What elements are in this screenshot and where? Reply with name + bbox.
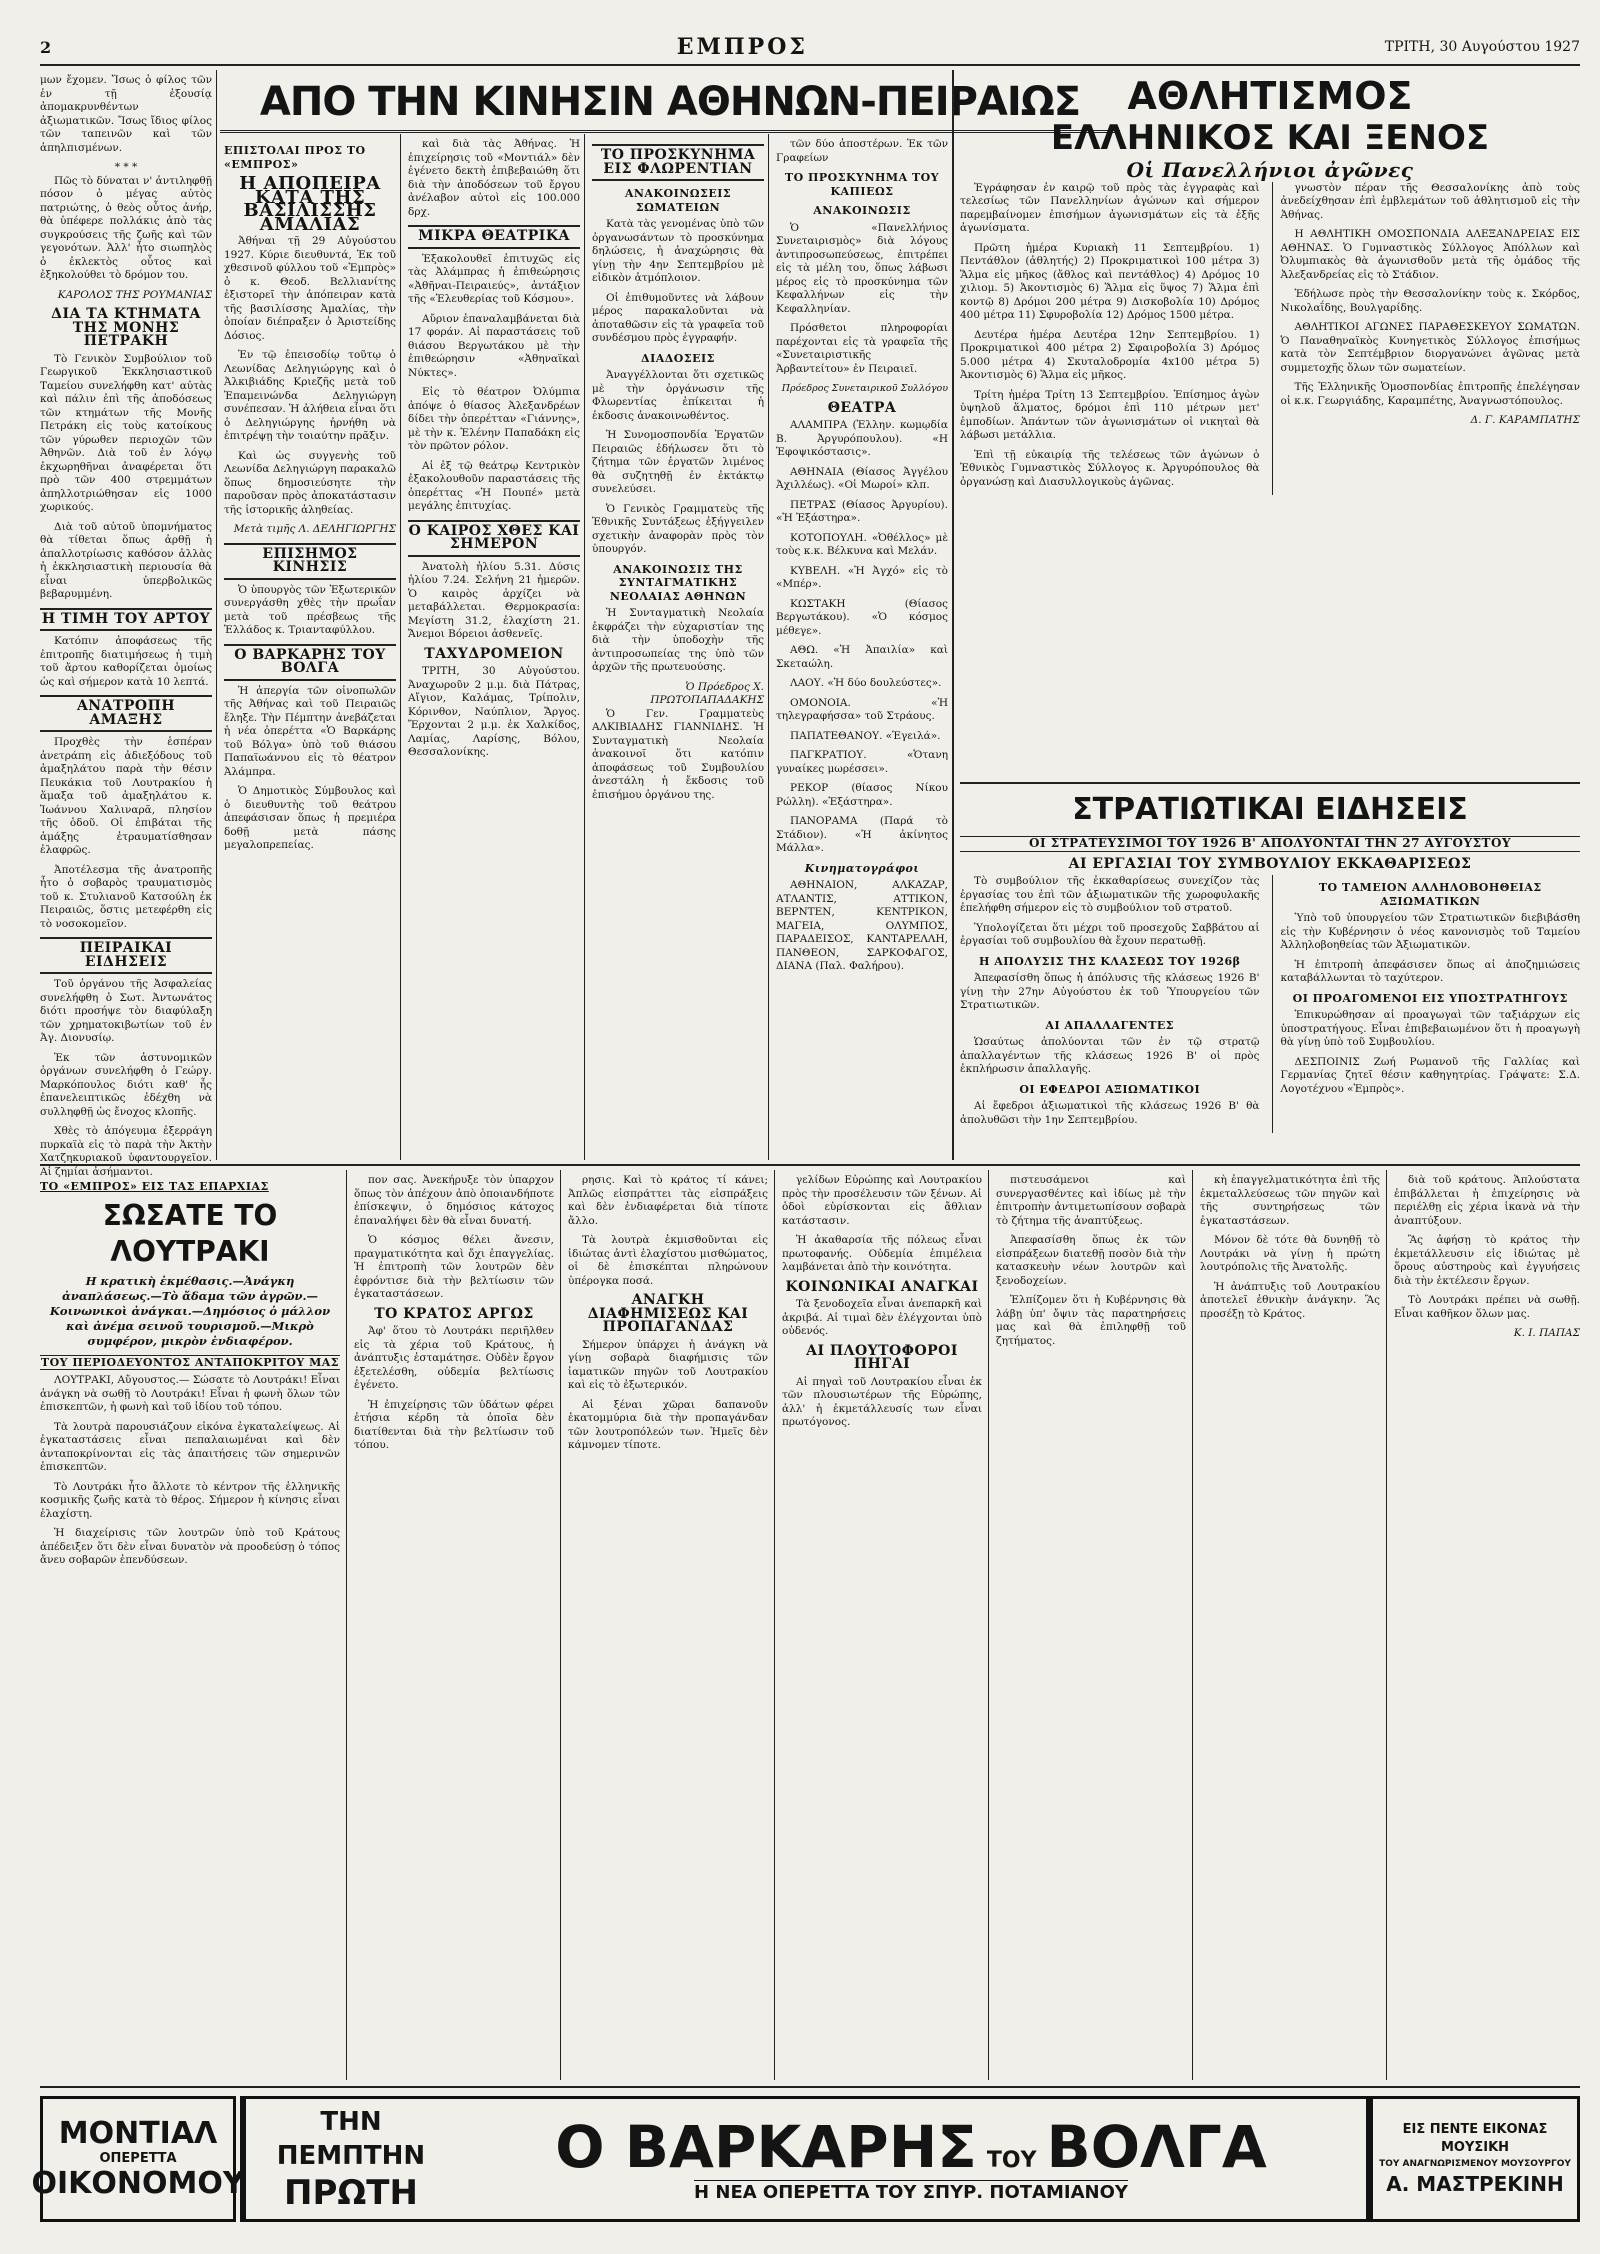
- headline: ΤΟ ΠΡΟΣΚΥΝΗΜΑ ΤΟΥ ΚΑΠΙΕΩΣ: [784, 171, 940, 198]
- signature: Κ. Ι. ΠΑΠΑΣ: [1513, 1327, 1580, 1339]
- ad-title-block: [456, 2114, 1366, 2205]
- headline: Η ΤΙΜΗ ΤΟΥ ΑΡΤΟΥ: [40, 608, 212, 632]
- sports-column-b: [1272, 182, 1581, 496]
- ad-text: Α. ΜΑΣΤΡΕΚΙΝΗ: [1386, 2172, 1564, 2196]
- article-text: ΑΘΛΗΤΙΚΟΙ ΑΓΩΝΕΣ ΠΑΡΑΘΕΣΚΕΥΟΥ ΣΩΜΑΤΩΝ. Ὁ Παναθηναϊκὸς Κυνηγετικὸς Σύλλογος ἐπισήμως κατὰ τὸν Σεπτέμβριον διοργανώνει ἀγῶνας μετὰ συμμετοχῆς ὅλων τῶν σωματείων.: [1280, 321, 1580, 374]
- headline: ΔΙΑΔΟΣΕΙΣ: [641, 351, 715, 365]
- ad-text: ΠΡΩΤΗ: [284, 2173, 418, 2213]
- column-5: [776, 138, 948, 1158]
- page-number: 2: [40, 37, 52, 57]
- article-text: Πρόσθετοι πληροφορίαι παρέχονται εἰς τὰ γραφεῖα τῆς «Συνεταιριστικῆς Ἀρβαντείτου» ἐν Πειραιεῖ.: [776, 322, 948, 375]
- article-text: Ἡ ἀνάπτυξις τοῦ Λουτρακίου ἀποτελεῖ ἐθνικὴν ἀνάγκην. Ἂς προσέξῃ τὸ Κράτος.: [1200, 1280, 1380, 1320]
- article-text: Πρῶτη ἡμέρα Κυριακὴ 11 Σεπτεμβρίου. 1) Πεντάθλον (ἀθλητής) 2) Προκριματικοὶ 100 μέτρα 3) Ἅλμα εἰς μῆκος (ἄθλος καὶ πεντάθλος) 4) Δρόμος 10 χιλιομ. 5) Ἀκοντισμὸς 6) Ἅλμα εἰς ὕψος 7) Ἅλμα ἐπὶ κοντῷ 8) Δρόμοι 200 μέτρα 9) Δισκοβολία 10) Δρόμος 400 μέτρα 11) Σφυροβολία 12) Δρόμος 1500 μέτρα.: [960, 241, 1260, 321]
- headline: Ο ΒΑΡΚΑΡΗΣ ΤΟΥ ΒΟΛΓΑ: [224, 644, 396, 681]
- article-text: Τὸ συμβούλιον τῆς ἐκκαθαρίσεως συνεχίζον τὰς ἐργασίας του ἐπὶ τῶν ἀξιωματικῶν τῆς χωροφυλακῆς ἐπελήφθη σήμερον εἰς τὸ συμβούλιον τοῦ στρατοῦ.: [960, 875, 1260, 914]
- masthead: ΕΜΠΡΟΣ: [676, 34, 808, 60]
- article-text: Ἡ διαχείρισις τῶν λουτρῶν ὑπὸ τοῦ Κράτους ἀπέδειξεν ὅτι δὲν εἶναι δυνατὸν νὰ προοδεύσῃ ὁ τόπος ἄνευ σοβαρῶν ἐπενδύσεων.: [40, 1527, 340, 1566]
- theatre-entry: ΚΩΣΤΑΚΗ (Θίασος Βεργωτάκου). «Ὁ κόσμος μέθεγε».: [776, 597, 948, 637]
- article-text: Ὁ Γεν. Γραμματεὺς ΑΛΚΙΒΙΑΔΗΣ ΓΙΑΝΝΙΔΗΣ. Ἡ Συνταγματικὴ Νεολαία ἀνακοινοῖ ὅτι κατόπιν ἀποφάσεως τοῦ Συμβουλίου ἀνεστάλη ἡ ἔκδοσις τοῦ ἐπισήμου ὀργάνου της.: [592, 707, 764, 801]
- ad-title: ΒΟΛΓΑ: [1046, 2112, 1267, 2181]
- article-text: Καὶ ὡς συγγενὴς τοῦ Λεωνίδα Δεληγιώργη παρακαλῶ ὅπως δημοσιεύσητε τὴν παροῦσαν πρὸς ἀποκατάστασιν τῆς ἱστορικῆς ἀληθείας.: [224, 449, 396, 516]
- headline: ΚΟΙΝΩΝΙΚΑΙ ΑΝΑΓΚΑΙ: [785, 1278, 979, 1295]
- military-title: ΣΤΡΑΤΙΩΤΙΚΑΙ ΕΙΔΗΣΕΙΣ: [1072, 792, 1468, 827]
- article-text: Διὰ τοῦ αὐτοῦ ὑπομνήματος θὰ τίθεται ὅπως ἀρθῇ ἡ ἀπαλλοτρίωσις καθόσον ἀλλὰς ἡ ἐκκλησιαστικὴ περιουσία θὰ εἶναι ὑπερβολικῶς βεβαρυμμένη.: [40, 520, 212, 600]
- lower-column-7: [1394, 1174, 1580, 2074]
- article-text: τῶν δύο ἀποστέρων. Ἐκ τῶν Γραφείων: [776, 138, 948, 164]
- article-text: Αἱ ἔφεδροι ἀξιωματικοὶ τῆς κλάσεως 1926 Β' θὰ ἀπολυθῶσι τὴν 1ην Σεπτεμβρίου.: [960, 1100, 1260, 1126]
- article-text: διὰ τοῦ κράτους. Ἁπλούστατα ἐπιβάλλεται ἡ ἐπιχείρησις νὰ περιέλθῃ εἰς χέρια ἱκανὰ νὰ τὴν ἀναπτύξουν.: [1394, 1174, 1580, 1227]
- article-text: Ἡ Συνομοσπονδία Ἐργατῶν Πειραιῶς ἐδήλωσεν ὅτι τὸ ζήτημα τῶν ἐργατῶν λιμένος θὰ συζητηθῇ ἐν ἐκτάκτῳ συνελεύσει.: [592, 429, 764, 495]
- theatre-entry: ΡΕΚΟΡ (θίασος Νίκου Ρώλλη). «Ἐξάστηρα».: [776, 782, 948, 808]
- lower-column-1: [40, 1174, 340, 2074]
- ad-title: ΤΟΥ: [986, 2147, 1037, 2173]
- column-2: [224, 138, 396, 958]
- article-text: γελίδων Εὐρώπης καὶ Λουτρακίου πρὸς τὴν προσέλευσιν τῶν ξένων. Αἱ ὁδοὶ εὑρίσκονται εἰς ἄθλιαν κατάστασιν.: [782, 1174, 982, 1227]
- article-text: Πῶς τὸ δύναται ν' ἀντιληφθῇ πόσον ὁ μέγας αὐτὸς πατριώτης, ὁ θεὸς οὗτος ἀνήρ, θὰ ὑπέφερε πολλάκις ἀπὸ τὰς συγκρούσεις τῆς ζωῆς καὶ τῶν γεγονότων. Ἀλλ' ἦτο σιωπηλὸς ὁ ἐκλεκτὸς οὗτος καὶ ἐξηκολούθει τὸ δρόμον του.: [40, 174, 212, 281]
- column-3: [408, 138, 580, 958]
- headline: ΠΕΙΡΑΙΚΑΙ ΕΙΔΗΣΕΙΣ: [40, 937, 212, 974]
- theatre-entry: ΛΑΟΥ. «Ἡ δύο δουλεύστες».: [790, 677, 942, 689]
- article-text: Τὰ λουτρὰ ἐκμισθοῦνται εἰς ἰδιώτας ἀντὶ ἐλαχίστου μισθώματος, οἱ δὲ ἐπισκέπται πληρώνουν ὑπέρογκα ποσά.: [568, 1234, 768, 1287]
- subheadline: ΑΝΑΚΟΙΝΩΣΙΣ: [813, 204, 911, 217]
- ad-text: ΟΙΚΟΝΟΜΟΥ: [31, 2166, 245, 2201]
- article-text: Ἐδήλωσε πρὸς τὴν Θεσσαλονίκην τοὺς κ. Σκόρδος, Νικολαΐδης, Βουλγαρίδης.: [1280, 288, 1580, 314]
- headline: ΟΙ ΕΦΕΔΡΟΙ ΑΞΙΩΜΑΤΙΚΟΙ: [1019, 1082, 1201, 1096]
- article-text: Ἂς ἀφήσῃ τὸ κράτος τὴν ἐκμετάλλευσιν εἰς ἰδιώτας μὲ ὅρους αὐστηροὺς καὶ ἐγγυήσεις διὰ τὴν ἐκτέλεσιν ἔργων.: [1394, 1234, 1580, 1287]
- headline: ΤΟ ΠΡΟΣΚΥΝΗΜΑ ΕΙΣ ΦΛΩΡΕΝΤΙΑΝ: [592, 144, 764, 181]
- article-text: Ὁ κόσμος θέλει ἄνεσιν, πραγματικότητα καὶ ὄχι ἐπαγγελίας. Ἡ ἐπιτροπὴ τῶν λουτρῶν δὲν ἐφρόντισε διὰ τὴν βελτίωσιν τῶν ἐγκαταστάσεων.: [354, 1234, 554, 1300]
- issue-date: ΤΡΙΤΗ, 30 Αυγούστου 1927: [1384, 39, 1580, 55]
- article-text: Ἐξακολουθεῖ ἐπιτυχῶς εἰς τὰς Ἀλάμπρας ἡ ἐπιθεώρησις «Ἀθῆναι-Πειραιεύς», ἀντάξιον τῆς «Ἐλευθερίας τοῦ Κόσμου».: [408, 252, 580, 305]
- article-text: Τῆς Ἑλληνικῆς Ὁμοσπονδίας ἐπιτροπῆς ἐπελέγησαν οἱ κ.κ. Γεωργιάδης, Καραμπέτης, Ἀναγνωστόπουλος.: [1280, 381, 1580, 407]
- theatre-list: [776, 419, 948, 856]
- column-4: [592, 138, 764, 958]
- headline: ΑΝΑΓΚΗ ΔΙΑΦΗΜΙΣΕΩΣ ΚΑΙ ΠΡΟΠΑΓΑΝΔΑΣ: [587, 1292, 749, 1335]
- military-column-a: [960, 875, 1260, 1133]
- sports-title: ΑΘΛΗΤΙΣΜΟΣ: [1127, 74, 1413, 118]
- byline: ΤΟΥ ΠΕΡΙΟΔΕΥΟΝΤΟΣ ΑΝΤΑΠΟΚΡΙΤΟΥ ΜΑΣ: [40, 1355, 340, 1369]
- article-text: ΤΡΙΤΗ, 30 Αὐγούστου. Ἀναχωροῦν 2 μ.μ. διὰ Πάτρας, Αἴγιον, Καλάμας, Τρίπολιν, Κόρινθον, Ναύπλιον, Ἄργος. Ἔρχονται 2 μ.μ. ἐκ Χαλκίδος, Λαμίας, Λαρίσης, Βόλου, Θεσσαλονίκης.: [408, 665, 580, 758]
- article-text: Τρίτη ἡμέρα Τρίτη 13 Σεπτεμβρίου. Ἐπίσημος ἀγὼν ὑψηλοῦ ἅλματος, δρόμοι ἐπὶ 110 μέτρων μετ' ἐμποδίων. Ἁπάντων τῶν ἀγωνισμάτων οἱ νικηταὶ θὰ λάβωσι μετάλλια.: [960, 388, 1260, 441]
- subheadline: ΟΙ ΣΤΡΑΤΕΥΣΙΜΟΙ ΤΟΥ 1926 Β' ΑΠΟΛΥΟΝΤΑΙ ΤΗΝ 27 ΑΥΓΟΥΣΤΟΥ: [960, 836, 1580, 852]
- headline: ΑΙ ΑΠΑΛΛΑΓΕΝΤΕΣ: [1045, 1018, 1175, 1032]
- ad-title: Ο ΒΑΡΚΑΡΗΣ: [555, 2112, 977, 2181]
- article-text: Ἡ ἀκαθαρσία τῆς πόλεως εἶναι πρωτοφανής. Οὐδεμία ἐπιμέλεια λαμβάνεται ἀπὸ τὴν κοινότητα.: [782, 1234, 982, 1273]
- theatre-entry: ΚΟΤΟΠΟΥΛΗ. «Ὀθέλλος» μὲ τοὺς κ.κ. Βέλκυνα καὶ Μελάν.: [776, 531, 948, 557]
- headline: ΘΕΑΤΡΑ: [827, 399, 897, 416]
- article-text: Τὰ λουτρὰ παρουσιάζουν εἰκόνα ἐγκαταλείψεως. Αἱ ἐγκαταστάσεις εἶναι πεπαλαιωμέναι καὶ δὲν ἀνταποκρίνονται εἰς τὰς ἀπαιτήσεις τῶν σημερινῶν ἐπισκεπτῶν.: [40, 1420, 340, 1473]
- article-text: Ἀπεφασίσθη ὅπως ἐκ τῶν εἰσπράξεων διατεθῇ ποσὸν διὰ τὴν κατασκευὴν νέων λουτρῶν καὶ ξενοδοχείων.: [996, 1234, 1186, 1287]
- theatre-entry: ΟΜΟΝΟΙΑ. «Ἡ τηλεγραφήσσα» τοῦ Στράους.: [776, 696, 948, 722]
- article-text: Ἐπὶ τῇ εὐκαιρίᾳ τῆς τελέσεως τῶν ἀγώνων ὁ Ἐθνικὸς Γυμναστικὸς Σύλλογος κ. Ἀργυρόπουλος θὰ ὀργανώσῃ καὶ Διασυλλογικοὺς ἀγῶνας.: [960, 448, 1260, 488]
- article-text: Ἐπικυρώθησαν αἱ προαγωγαὶ τῶν ταξιάρχων εἰς ὑποστρατήγους. Εἶναι ἐπιβεβαιωμένον ὅτι ἡ προαγωγὴ θὰ γίνῃ ὑπὸ τοῦ Συμβουλίου.: [1280, 1009, 1580, 1048]
- headline: ΤΟ ΚΡΑΤΟΣ ΑΡΓΩΣ: [374, 1305, 534, 1322]
- headline: ΜΙΚΡΑ ΘΕΑΤΡΙΚΑ: [408, 225, 580, 249]
- article-text: Κατὰ τὰς γενομένας ὑπὸ τῶν ὀργανωσάντων τὸ προσκύνημα δηλώσεις, ἡ ἀναχώρησις θὰ γίνῃ τὴν 4ην Σεπτεμβρίου μὲ εἰδικὸν ἀτμόπλοιον.: [592, 218, 764, 284]
- article-text: Ἡ ἐπιτροπὴ ἀπεφάσισεν ὅπως αἱ ἀποζημιώσεις καταβάλλωνται τὸ ταχύτερον.: [1280, 958, 1580, 984]
- article-text: Ἐν τῷ ἐπεισοδίῳ τοῦτῳ ὁ Λεωνίδας Δεληγιώργης καὶ ὁ Ἀλκιβιάδης Κριεζῆς μετὰ τοῦ Ἐπαμεινώνδα Δεληγιώργη συνέπεσαν. Ἡ ἀλήθεια εἶναι ὅτι ὁ Δεληγιώργης ἠρνήθη νὰ ἐπιτρέψῃ τὴν τοιαύτην πρᾶξιν.: [224, 349, 396, 442]
- lower-column-4: [782, 1174, 982, 2074]
- ad-date-block: [246, 2105, 456, 2213]
- article-text: Ἐλπίζομεν ὅτι ἡ Κυβέρνησις θὰ λάβῃ ὑπ' ὄψιν τὰς παρατηρήσεις μας καὶ θὰ ἐπιληφθῇ τοῦ ζητήματος.: [996, 1294, 1186, 1347]
- article-text: Ἀνατολὴ ἡλίου 5.31. Δύσις ἡλίου 7.24. Σελήνη 21 ἡμερῶν. Ὁ καιρὸς ἀρχίζει νὰ μεταβάλλεται. Θερμοκρασία: Μεγίστη 31.2, ἐλαχίστη 21. Ἄνεμοι Βόρειοι ἀσθενεῖς.: [408, 560, 580, 640]
- article-text: κὴ ἐπαγγελματικότητα ἐπὶ τῆς ἐκμεταλλεύσεως τῶν πηγῶν καὶ τῆς συντηρήσεως τῶν ἐγκαταστάσεων.: [1200, 1174, 1380, 1227]
- headline: ΑΝΑΚΟΙΝΩΣΙΣ ΤΗΣ ΣΥΝΤΑΓΜΑΤΙΚΗΣ ΝΕΟΛΑΙΑΣ ΑΘΗΝΩΝ: [609, 562, 747, 603]
- feature-title: ΣΩΣΑΤΕ ΤΟ ΛΟΥΤΡΑΚΙ: [102, 1198, 278, 1268]
- article-text: Ἀποτέλεσμα τῆς ἀνατροπῆς ἦτο ὁ σοβαρὸς τραυματισμὸς τοῦ κ. Στυλιανοῦ Κατσούλη ἐκ Πειραιῶς, ὅστις μετεφέρθη εἰς τὸ νοσοκομεῖον.: [40, 863, 212, 930]
- article-text: Ἡ ἐπιχείρησις τῶν ὑδάτων φέρει ἐτήσια κέρδη τὰ ὁποῖα δὲν διατίθενται διὰ τὴν βελτίωσιν τοῦ τόπου.: [354, 1398, 554, 1451]
- section-label: ΕΠΙΣΤΟΛΑΙ ΠΡΟΣ ΤΟ «ΕΜΠΡΟΣ»: [224, 144, 366, 171]
- sports-column-a: [960, 182, 1260, 496]
- signature: ΚΑΡΟΛΟΣ ΤΗΣ ΡΟΥΜΑΝΙΑΣ: [57, 288, 212, 301]
- article-text: Ἀναγγέλλονται ὅτι σχετικῶς μὲ τὴν ὀργάνωσιν τῆς Φλωρεντίας ἐπίκειται ἡ ἐκδοσις ἀνακοινωθέντος.: [592, 369, 764, 422]
- sports-section: [960, 74, 1580, 774]
- article-text: Ὡσαύτως ἀπολύονται τῶν ἐν τῷ στρατῷ ἀπαλλαγέντων τῆς κλάσεως 1926 Β' οἱ πρὸς ἐκπλήρωσιν ἀπαλλαγῆς.: [960, 1036, 1260, 1075]
- ad-text: ΜΟΥΣΙΚΗ: [1440, 2140, 1510, 2155]
- main-section-banner: ΑΠΟ ΤΗΝ ΚΙΝΗΣΙΝ ΑΘΗΝΩΝ-ΠΕΙΡΑΙΩΣ: [220, 74, 1120, 133]
- ad-text: ΜΟΝΤΙΑΛ: [58, 2116, 218, 2151]
- article-text: ρησις. Καὶ τὸ κράτος τί κάνει; Ἀπλῶς εἰσπράττει τὰς εἰσπράξεις καὶ δὲν ἐνδιαφέρεται διὰ τίποτε ἄλλο.: [568, 1174, 768, 1227]
- article-text: Αἱ πηγαὶ τοῦ Λουτρακίου εἶναι ἐκ τῶν πλουσιωτέρων τῆς Εὐρώπης, ἀλλ' ἡ ἐκμετάλλευσίς των εἶναι πρωτόγονος.: [782, 1375, 982, 1428]
- article-text: Χθὲς τὸ ἀπόγευμα ἐξερράγη πυρκαϊὰ εἰς τὸ παρὰ τὴν Ἀκτὴν Χατζηκυριακοῦ ὑφαντουργεῖον. Αἱ ζημίαι ἀσήμαντοι.: [40, 1125, 212, 1178]
- article-text: Ἐκ τῶν ἀστυνομικῶν ὀργάνων συνελήφθη ὁ Γεώργ. Μαρκόπουλος διότι καθ' ἧς ἐπανελειπτικῶς ἐδέχθη νὰ συλληφθῇ ὡς ἔνοχος κλοπῆς.: [40, 1051, 212, 1118]
- headline: Η ΑΠΟΛΥΣΙΣ ΤΗΣ ΚΛΑΣΕΩΣ ΤΟΥ 1926β: [979, 954, 1241, 968]
- military-column-b: [1272, 875, 1581, 1133]
- article-text: γνωστὸν πέραν τῆς Θεσσαλονίκης ἀπὸ τοὺς ἀνεδείχθησαν ἐπὶ ἐμβλεμάτων τοῦ ἀθλητισμοῦ εἰς τὴν Ἀθήνας.: [1280, 181, 1580, 221]
- theatre-entry: ΚΥΒΕΛΗ. «Ἡ Ἀγχό» εἰς τὸ «Μπέρ».: [776, 564, 948, 590]
- article-text: Τὰ ξενοδοχεῖα εἶναι ἀνεπαρκῆ καὶ ἀκριβά. Αἱ τιμαὶ δὲν ἐλέγχονται ὑπὸ οὐδενός.: [782, 1298, 982, 1337]
- article-text: Ὁ Γενικὸς Γραμματεὺς τῆς Ἐθνικῆς Συντάξεως ἐξήγγειλεν σχετικὴν ἀναφορὰν πρὸς τὸν ὑπουργόν.: [592, 502, 764, 555]
- headline: ΑΝΑΤΡΟΠΗ ΑΜΑΞΗΣ: [40, 695, 212, 732]
- article-text: Τοῦ ὀργάνου τῆς Ἀσφαλείας συνελήφθη ὁ Σωτ. Ἀντωνάτος διότι προσήψε τὸν διαφύλαξη τῶν χρηματοκιβωτίων τοῦ ἐν Ἀγ. Διονυσίῳ.: [40, 978, 212, 1044]
- lower-column-2: [354, 1174, 554, 2074]
- theatre-entry: ΠΑΝΟΡΑΜΑ (Παρά τὸ Στάδιον). «Ἡ ἀκίνητος Μάλλα».: [776, 815, 948, 854]
- lower-column-6: [1200, 1174, 1380, 2074]
- feature-subtitle: Η κρατικὴ ἐκμέθασις.—Ἀνάγκη ἀναπλάσεως.—Τὸ ἄδαμα τῶν ἀγρῶν.—Κοινωνικοὶ ἀνάγκαι.—Δημόσιος ὁ μάλλον καὶ ἀνέμα σεινοῦ τουρισμοῦ.—Μικρὸ συμφέρον, μικρὸν ἐνδιαφέρον.: [49, 1273, 331, 1348]
- article-text: πιστευσάμενοι καὶ συνεργασθέντες καὶ ἰδίως μὲ τὴν ἐπιτροπὴν ἀντιμετωπίσουν σοβαρὰ τὸ ζήτημα τῆς ἀναπτύξεως.: [996, 1174, 1186, 1227]
- article-text: καὶ διὰ τὰς Ἀθήνας. Ἡ ἐπιχείρησις τοῦ «Μοντιάλ» δὲν ἐγένετο δεκτὴ ἐπιβεβαιώθη ὅτι διὰ τὴν ἀποδόσεων τοῦ ἔργου ἀνέλαβον αὐτοὶ εἰς 100.000 δρχ.: [408, 138, 580, 218]
- theatre-entry: ΑΛΑΜΠΡΑ (Ἐλλην. κωμῳδία Β. Ἀργυρόπουλου). «Η Ἐφοψικόστασις».: [776, 419, 948, 458]
- article-text: Οἱ ἐπιθυμοῦντες νὰ λάβουν μέρος παρακαλοῦνται νὰ ἀποταθῶσιν εἰς τὰ γραφεῖα τοῦ συνδέσμου πρὸς ἐγγραφήν.: [592, 291, 764, 344]
- signature: Πρόεδρος Συνεταιρικοῦ Συλλόγου: [781, 383, 948, 394]
- article-text: Τὸ Λουτράκι πρέπει νὰ σωθῇ. Εἶναι καθῆκον ὅλων μας.: [1394, 1294, 1580, 1320]
- article-text: ΛΟΥΤΡΑΚΙ, Αὔγουστος.— Σώσατε τὸ Λουτράκι! Εἶναι ἀνάγκη νὰ σωθῇ τὸ Λουτράκι! Εἶναι ἡ φωνὴ ὅλων τῶν ἐπισκεπτῶν, ἡ φωνὴ καὶ τοῦ ἰδίου τοῦ τόπου.: [40, 1374, 341, 1413]
- article-text: πον σας. Ἀνεκήρυξε τὸν ὑπαρχον ὅπως τὸν ἀπέχουν ἀπὸ ὁποιανδήποτε ἐπίσκεψιν, ὁ δημόσιος κάτοχος ἐπαναλήψει δὲν θὰ εἶναι δυνατή.: [354, 1174, 554, 1227]
- ad-varkaris-volga: [240, 2096, 1372, 2222]
- column-1: [40, 74, 212, 1178]
- article-text: Ἀπεφασίσθη ὅπως ἡ ἀπόλυσις τῆς κλάσεως 1926 Β' γίνῃ τὴν 27ην Αὐγούστου ἐκ τοῦ Ὑπουργείου τῶν Στρατιωτικῶν.: [960, 972, 1260, 1011]
- headline: Κινηματογράφοι: [804, 861, 920, 875]
- headline: ΔΙΑ ΤΑ ΚΤΗΜΑΤΑ ΤΗΣ ΜΟΝΗΣ ΠΕΤΡΑΚΗ: [51, 306, 201, 349]
- article-text: Εἰς τὸ θέατρον Ὀλύμπια ἀπόψε ὁ θίασος Ἀλεξανδρέων δίδει τὴν ὀπερέτταν «Γιάννης», μὲ τὴν κ. Ἑλένην Παπαδάκη εἰς τὸν πρῶτον ρόλον.: [408, 386, 580, 452]
- ad-text: ΕΙΣ ΠΕΝΤΕ ΕΙΚΟΝΑΣ: [1402, 2122, 1548, 2137]
- headline: ΤΟ ΤΑΜΕΙΟΝ ΑΛΛΗΛΟΒΟΗΘΕΙΑΣ ΑΞΙΩΜΑΤΙΚΩΝ: [1318, 881, 1542, 908]
- article-text: Ὁ ὑπουργὸς τῶν Ἐξωτερικῶν συνεργάσθη χθὲς τὴν πρωΐαν μετὰ τοῦ πρέσβεως τῆς Ἑλλάδος κ. Τριανταφύλλου.: [224, 583, 396, 636]
- headline: ΕΠΙΣΗΜΟΣ ΚΙΝΗΣΙΣ: [224, 543, 396, 580]
- lower-column-3: [568, 1174, 768, 2074]
- ad-text: ΤΟΥ ΑΝΑΓΝΩΡΙΣΜΕΝΟΥ ΜΟΥΣΟΥΡΓΟΥ: [1379, 2159, 1571, 2169]
- article-text: Ἡ ἀπεργία τῶν οἰνοπωλῶν τῆς Ἀθήνας καὶ τοῦ Πειραιῶς ἔληξε. Τὴν Πέμπτην ἀνεβάζεται ἡ νέα ὀπερέττα «Ὁ Βαρκάρης τοῦ Βόλγα» ὑπὸ τοῦ θιάσου Παπαϊωάννου εἰς τὸ θέατρον Ἀλάμπρα.: [224, 684, 396, 778]
- signature: Δ. Γ. ΚΑΡΑΜΠΑΤΗΣ: [1470, 414, 1580, 426]
- article-text: Αἱ ἐξ τῷ θεάτρῳ Κεντρικὸν ἐξακολουθοῦν παραστάσεις τῆς ὀπερέττας «Ἡ Πουπέ» μετὰ μεγάλης ἐπιτυχίας.: [408, 459, 580, 512]
- article-text: Μόνον δὲ τότε θὰ δυνηθῇ τὸ Λουτράκι νὰ γίνῃ ἡ πρώτη λουτρόπολις τῆς Ἀνατολῆς.: [1200, 1234, 1380, 1273]
- military-section: [960, 790, 1580, 1160]
- sports-subtitle: ΕΛΛΗΝΙΚΟΣ ΚΑΙ ΞΕΝΟΣ: [1050, 118, 1490, 158]
- ad-text: ΤΗΝ ΠΕΜΠΤΗΝ: [276, 2107, 426, 2171]
- headline: Η ΑΠΟΠΕΙΡΑ ΚΑΤΑ ΤΗΣ ΒΑΣΙΛΙΣΣΗΣ ΑΜΑΛΙΑΣ: [239, 173, 381, 235]
- article-text: Αὔριον ἐπαναλαμβάνεται διὰ 17 φοράν. Αἱ παραστάσεις τοῦ θιάσου Βεργωτάκου μὲ τὴν ἐπιθεώρησιν «Ἀθηναϊκαὶ Νύκτες».: [408, 312, 580, 379]
- article-text: Ἀφ' ὅτου τὸ Λουτράκι περιῆλθεν εἰς τὰ χέρια τοῦ Κράτους, ἡ ἀνάπτυξις ἐσταμάτησε. Οὐδὲν ἔργον ἐξετελέσθη, οὐδεμία βελτίωσις ἐγένετο.: [354, 1325, 554, 1391]
- headline: ΟΙ ΠΡΟΑΓΟΜΕΝΟΙ ΕΙΣ ΥΠΟΣΤΡΑΤΗΓΟΥΣ: [1292, 991, 1568, 1005]
- article-text: Ὑπὸ τοῦ ὑπουργείου τῶν Στρατιωτικῶν διεβιβάσθη εἰς τὴν Κυβέρνησιν ὁ νέος κανονισμὸς τοῦ Ταμείου Ἀλληλοβοηθείας τῶν Ἀξιωματικῶν.: [1280, 912, 1580, 951]
- article-text: Προχθὲς τὴν ἑσπέραν ἀνετράπη εἰς ἀδιεξόδους τοῦ ἁμαξηλάτου παρὰ τὴν θέσιν Πευκάκια τοῦ Λουτρακίου ἡ ἅμαξα τοῦ ἁμαξηλάτου κ. Ἰωάννου Χαλιναρᾶ, πλησίον τῆς ὁδοῦ. Οἱ ἐπιβάται τῆς ἁμάξης ἐτραυματίσθησαν ἐλαφρῶς.: [40, 736, 212, 856]
- headline: Ο ΚΑΙΡΟΣ ΧΘΕΣ ΚΑΙ ΣΗΜΕΡΟΝ: [408, 520, 580, 557]
- subheadline: ΑΙ ΕΡΓΑΣΙΑΙ ΤΟΥ ΣΥΜΒΟΥΛΙΟΥ ΕΚΚΑΘΑΡΙΣΕΩΣ: [1068, 855, 1472, 872]
- signature: Μετὰ τιμῆς Λ. ΔΕΛΗΓΙΩΡΓΗΣ: [233, 523, 396, 535]
- page-header: [40, 30, 1580, 66]
- article-text: Ἐγράφησαν ἐν καιρῷ τοῦ πρὸς τὰς ἐγγραφὰς καὶ τελεσίως τῶν Πανελληνίων ἀγώνων καὶ σήμερον παρεμβαίνομεν ἐπισήμων ἀγωνισμάτων εἰς τὰ ἐξῆς ἀγωνίσματα.: [960, 181, 1260, 234]
- ad-text: ΟΠΕΡΕΤΤΑ: [99, 2151, 177, 2166]
- ad-mondial: [31, 2096, 245, 2222]
- ad-subtitle: Η ΝΕΑ ΟΠΕΡΕΤΤΑ ΤΟΥ ΣΠΥΡ. ΠΟΤΑΜΙΑΝΟΥ: [694, 2181, 1128, 2203]
- cinema-list: ΑΘΗΝΑΙΟΝ, ΑΛΚΑΖΑΡ, ΑΤΛΑΝΤΙΣ, ΑΤΤΙΚΟΝ, ΒΕΡΝΤΕΝ, ΚΕΝΤΡΙΚΟΝ, ΜΑΓΕΙΑ, ΟΛΥΜΠΟΣ, ΠΑΡΑΔΕΙΣΟΣ, ΚΑΝΤΑΡΕΛΛΗ, ΠΑΝΘΕΟΝ, ΣΑΡΚΟΦΑΓΟΣ, ΔΙΑΝΑ (Παλ. Φαλήρου).: [776, 879, 948, 972]
- article-text: Κατόπιν ἀποφάσεως τῆς ἐπιτροπῆς διατιμήσεως ἡ τιμὴ τοῦ ἄρτου καθορίζεται ὁμοίως ὡς καὶ σήμερον κατὰ 10 λεπτά.: [40, 635, 212, 688]
- theatre-entry: ΠΕΤΡΑΣ (Θίασος Ἀργυρίου). «Ἡ Ἐξάστηρα».: [776, 498, 948, 524]
- newspaper-page: [31, 30, 1580, 2230]
- headline: ΤΑΧΥΔΡΟΜΕΙΟΝ: [424, 645, 564, 662]
- ad-music: [1370, 2096, 1580, 2222]
- classified-ad: ΔΕΣΠΟΙΝΙΣ Ζωή Ρωμανοῦ τῆς Γαλλίας καὶ Γερμανίας ζητεῖ θέσιν καθηγητρίας. Γράψατε: Σ.Δ. Λογοτέχνου «Ἐμπρὸς».: [1280, 1055, 1580, 1095]
- article-text: Η ΑΘΛΗΤΙΚΗ ΟΜΟΣΠΟΝΔΙΑ ΑΛΕΞΑΝΔΡΕΙΑΣ ΕΙΣ ΑΘΗΝΑΣ. Ὁ Γυμναστικὸς Σύλλογος Ἀπόλλων καὶ Ὀλυμπιακὸς θὰ ἀγωνισθοῦν μετὰ τῆς ὁμάδος τῆς Ἀλεξανδρείας εἰς τὸ Στάδιον.: [1280, 228, 1580, 281]
- signature: Ὁ Πρόεδρος Χ. ΠΡΩΤΟΠΑΠΑΔΑΚΗΣ: [650, 680, 764, 706]
- sports-kicker: Οἱ Πανελλήνιοι ἀγῶνες: [1126, 158, 1414, 182]
- article-text: Ἀθήναι τῇ 29 Αὐγούστου 1927. Κύριε διευθυντά, Ἐκ τοῦ χθεσινοῦ φύλλου τοῦ «Ἐμπρὸς» ὁ κ. Θεοδ. Βελλιανίτης ἐξιστορεῖ τὴν ἀπόπειραν κατὰ τῆς βασιλίσσης Ἀμαλίας, τὴν ὁποίαν διέπραξεν ὁ Ἀριστείδης Δόσιος.: [224, 235, 396, 342]
- article-text: Σήμερον ὑπάρχει ἡ ἀνάγκη νὰ γίνῃ σοβαρὰ διαφήμισις τῶν ἰαματικῶν πηγῶν τοῦ Λουτρακίου καὶ εἰς τὸ ἐξωτερικόν.: [568, 1338, 768, 1391]
- article-text: Τὸ Λουτράκι ἦτο ἄλλοτε τὸ κέντρον τῆς ἑλληνικῆς κοσμικῆς ζωῆς κατὰ τὸ θέρος. Σήμερον ἡ κίνησις εἶναι ἐλαχίστη.: [40, 1480, 340, 1520]
- headline: ΑΙ ΠΛΟΥΤΟΦΟΡΟΙ ΠΗΓΑΙ: [806, 1342, 958, 1372]
- article-text: Δευτέρα ἡμέρα Δευτέρα 12ην Σεπτεμβρίου. 1) Προκριματικοὶ 400 μέτρα 2) Σφαιροβολία 3) Δρόμος 5.000 μέτρα 4) Σκυταλοδρομία 4x100 μέτρα 5) Ἀκοντισμὸς 6) Ἅλμα εἰς μῆκος.: [960, 328, 1260, 381]
- subheadline: ΑΝΑΚΟΙΝΩΣΕΙΣ ΣΩΜΑΤΕΙΩΝ: [624, 187, 732, 214]
- article-text: Αἱ ξέναι χῶραι δαπανοῦν ἑκατομμύρια διὰ τὴν προπαγάνδαν τῶν λουτροπόλεών των. Ἡμεῖς δὲν κάμνομεν τίποτε.: [568, 1398, 768, 1451]
- section-tag: ΤΟ «ΕΜΠΡΟΣ» ΕΙΣ ΤΑΣ ΕΠΑΡΧΙΑΣ: [40, 1180, 269, 1193]
- separator-stars: * * *: [114, 161, 138, 173]
- theatre-entry: ΠΑΠΑΤΕΘΑΝΟΥ. «Ἐγειλά».: [790, 729, 941, 742]
- article-text: Ἡ Συνταγματικὴ Νεολαία ἐκφράζει τὴν εὐχαριστίαν της διὰ τὴν ὑποδοχὴν τῆς ἀντιπροσωπείας της ὑπὸ τῶν ἀρχῶν τῆς πρωτευούσης.: [592, 607, 764, 673]
- theatre-entry: ΠΑΓΚΡΑΤΙΟΥ. «Ὁτανη γυναίκες μωρέσσει».: [776, 749, 948, 775]
- lower-column-5: [996, 1174, 1186, 2074]
- article-text: Ὑπολογίζεται ὅτι μέχρι τοῦ προσεχοῦς Σαββάτου αἱ ἐργασίαι τοῦ συμβουλίου θὰ ἔχουν περατωθῇ.: [960, 921, 1260, 947]
- article-text: Ὁ Δημοτικὸς Σύμβουλος καὶ ὁ διευθυντὴς τοῦ θεάτρου ἀπεφάσισαν ὅπως ἡ πρεμιέρα δοθῇ μετὰ πάσης μεγαλοπρεπείας.: [224, 785, 396, 851]
- article-text: Ὁ «Πανελλήνιος Συνεταιρισμὸς» διὰ λόγους ἀντιπροσωπεύσεως, ἐπιτρέπει εἰς τὰ μέλη του, ὅπως λάβωσι μέρος εἰς τὸ προσκύνημα τῶν Κεφαλλήνων εἰς τὴν Κεφαλληνίαν.: [776, 221, 948, 315]
- article-text: μων ἔχομεν. Ἴσως ὁ φίλος τῶν ἐν τῇ ἐξουσίᾳ ἀπομακρυνθέντων ἀξιωματικῶν. Ἴσως ἴδιος φίλος τῶν ταπεινῶν καὶ τῶν ἀπηλπισμένων.: [40, 74, 212, 154]
- article-text: Τὸ Γενικὸν Συμβούλιον τοῦ Γεωργικοῦ Ἐκκλησιαστικοῦ Ταμείου συνελήφθη κατ' αὐτὰς καὶ πάλιν ἐπὶ τῆς ἀποδόσεως τῶν κτημάτων τῆς Μονῆς Πετράκη εἰς τοὺς κατοίκους τῶν γύρωθεν περιοχῶν τῶν Ἀθηνῶν. Διὰ τοῦ ἐν λόγῳ ἐκχωρηθῆναι ἀναφέρεται ὅτι πρὸ τῶν 400 στρεμμάτων ἀπηλλοτριώθησαν εἰς 1000 χωρικούς.: [40, 352, 212, 513]
- theatre-entry: ΑΘΩ. «Ἡ Ἀπαιλία» καὶ Σκεταώλη.: [776, 644, 948, 670]
- theatre-entry: ΑΘΗΝΑΙΑ (Θίασος Ἀγγέλου Ἀχιλλέως). «Οἱ Μωροί» κλπ.: [776, 465, 948, 491]
